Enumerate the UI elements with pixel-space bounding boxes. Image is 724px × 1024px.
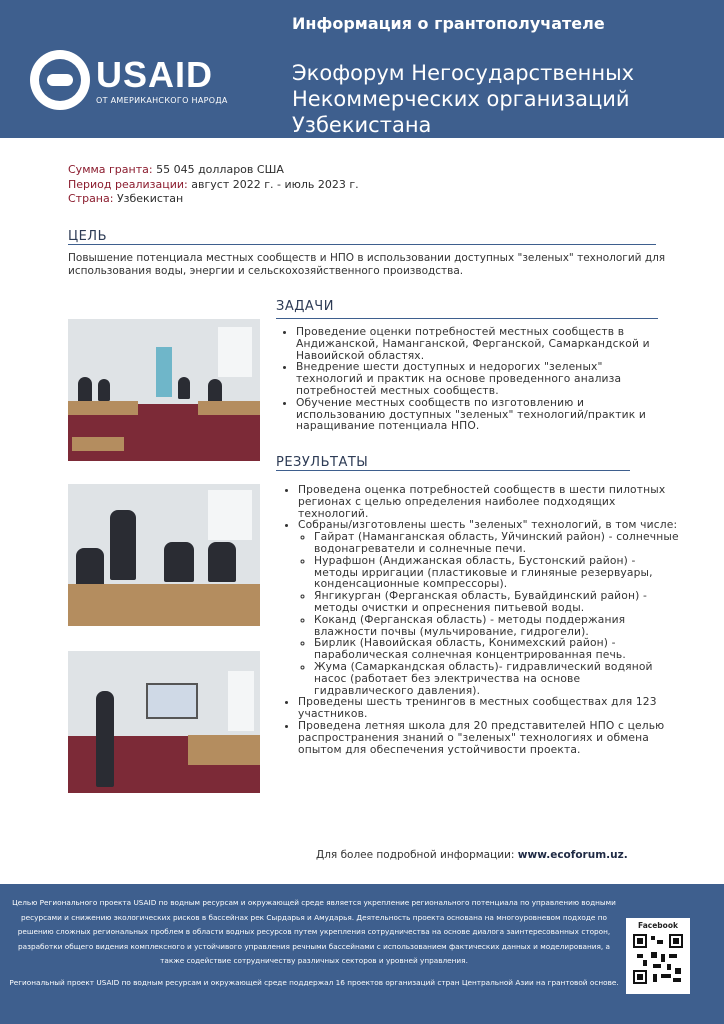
header-banner	[0, 0, 724, 138]
website-link[interactable]: www.ecoforum.uz.	[517, 849, 628, 861]
grant-meta	[68, 163, 359, 207]
page-title	[292, 60, 692, 138]
footer	[0, 884, 724, 1024]
sub-list-item: ◦ Коканд (Ферганская область) - методы поддержания влажности почвы (мульчирование, гидрогели).	[314, 614, 680, 638]
qr-code-icon	[633, 934, 683, 984]
more-info-text: Для более подробной информации:	[316, 849, 515, 861]
meta-key: Период реализации:	[68, 177, 188, 191]
meta-key: Страна:	[68, 192, 114, 205]
sub-list-item: ◦ Жума (Самаркандская область)- гидравлический водяной насос (работает без электричества на основе гидравлического давления).	[314, 661, 680, 696]
meta-value: 55 045 долларов США	[156, 163, 284, 176]
technologies-sublist	[298, 531, 680, 696]
sub-list-item: ◦ Нурафшон (Андижанская область, Бустонский район) - методы ирригации (пластиковые и глиняные резервуары, конденсационные компрессоры).	[314, 555, 680, 590]
list-item: • Проведена летняя школа для 20 представителей НПО с целью распространения знаний о "зеленых" технологиях и обмена опытом для обеспечения устойчивости проекта.	[298, 720, 680, 755]
list-item: • Проведена оценка потребностей сообществ в шести пилотных регионах с целью определения наиболее подходящих технологий.	[298, 484, 680, 519]
meta-key: Сумма гранта:	[68, 163, 153, 176]
meta-row	[68, 163, 359, 178]
results-list	[278, 484, 680, 755]
list-item	[298, 519, 680, 696]
sub-list-item: ◦ Бирлик (Навоийская область, Конимехский район) - параболическая солнечная концентрированная печь.	[314, 637, 680, 661]
photo-meeting-room	[68, 319, 260, 461]
goal-text: Повышение потенциала местных сообществ и НПО в использовании доступных "зеленых" технологий для использования воды, энергии и сельскохозяйственного производства.	[68, 252, 666, 277]
title-line: Экофорум Негосударственных	[292, 61, 635, 85]
results-heading: РЕЗУЛЬТАТЫ	[276, 455, 369, 470]
facebook-qr-block[interactable]	[626, 918, 690, 994]
list-item: • Обучение местных сообществ по изготовлению и использованию доступных "зеленых" технологий/практик и наращивание потенциала НПО.	[296, 397, 668, 432]
usaid-seal-icon	[30, 50, 90, 110]
goal-divider	[68, 244, 656, 245]
header-label: Информация о грантополучателе	[292, 14, 605, 33]
meta-value: Узбекистан	[116, 192, 184, 205]
sub-list-item: ◦ Янгикурган (Ферганская область, Бувайдинский район) - методы очистки и опреснения питьевой воды.	[314, 590, 680, 614]
footer-paragraph: Региональный проект USAID по водным ресурсам и окружающей среде поддержал 16 проектов организаций стран Центральной Азии на грантовой основе.	[9, 978, 619, 987]
list-item: • Проведены шесть тренингов в местных сообществах для 123 участников.	[298, 696, 680, 720]
list-item: • Проведение оценки потребностей местных сообществ в Андижанской, Наманганской, Ферганской, Самаркандской и Навоийской областях.	[296, 326, 668, 361]
meta-row	[68, 178, 359, 193]
footer-paragraph: Целью Регионального проекта USAID по водным ресурсам и окружающей среде является укрепление регионального потенциала по управлению водными ресурсами и снижению экологических рисков в бассейнах рек Сырдарья и Амударья. Деятельность проекта основана на многоуровневом подходе по решению сложных региональных проблем в области водных ресурсов путем укрепления сотрудничества на основе диалога заинтересованных сторон, разработки общего видения комплексного и устойчивого управления речными бассейнами с использованием фактических данных и моделирования, а также содействие сотрудничеству различных секторов и уровней управления.	[12, 898, 616, 965]
facebook-label: Facebook	[638, 921, 678, 930]
goal-heading: ЦЕЛЬ	[68, 229, 108, 244]
tasks-heading: ЗАДАЧИ	[276, 299, 334, 314]
more-info	[316, 849, 628, 861]
logo-tagline: ОТ АМЕРИКАНСКОГО НАРОДА	[96, 96, 228, 105]
meta-row	[68, 192, 359, 207]
title-line: Некоммерческих организаций	[292, 87, 630, 111]
sub-list-item: ◦ Гайрат (Наманганская область, Уйчинский район) - солнечные водонагреватели и солнечные печи.	[314, 531, 680, 555]
photo-presentation	[68, 651, 260, 793]
meta-value: август 2022 г. - июль 2023 г.	[191, 177, 359, 191]
logo-wordmark: USAID	[96, 54, 214, 95]
list-item-text: Собраны/изготовлены шесть "зеленых" технологий, в том числе:	[298, 518, 678, 532]
results-divider	[276, 470, 630, 471]
tasks-list	[276, 326, 668, 432]
photo-participants	[68, 484, 260, 626]
title-line: Узбекистана	[292, 113, 432, 137]
list-item: • Внедрение шести доступных и недорогих "зеленых" технологий и практик на основе проведенного анализа потребностей местных сообществ.	[296, 361, 668, 396]
usaid-logo	[30, 50, 230, 120]
tasks-divider	[276, 318, 658, 319]
